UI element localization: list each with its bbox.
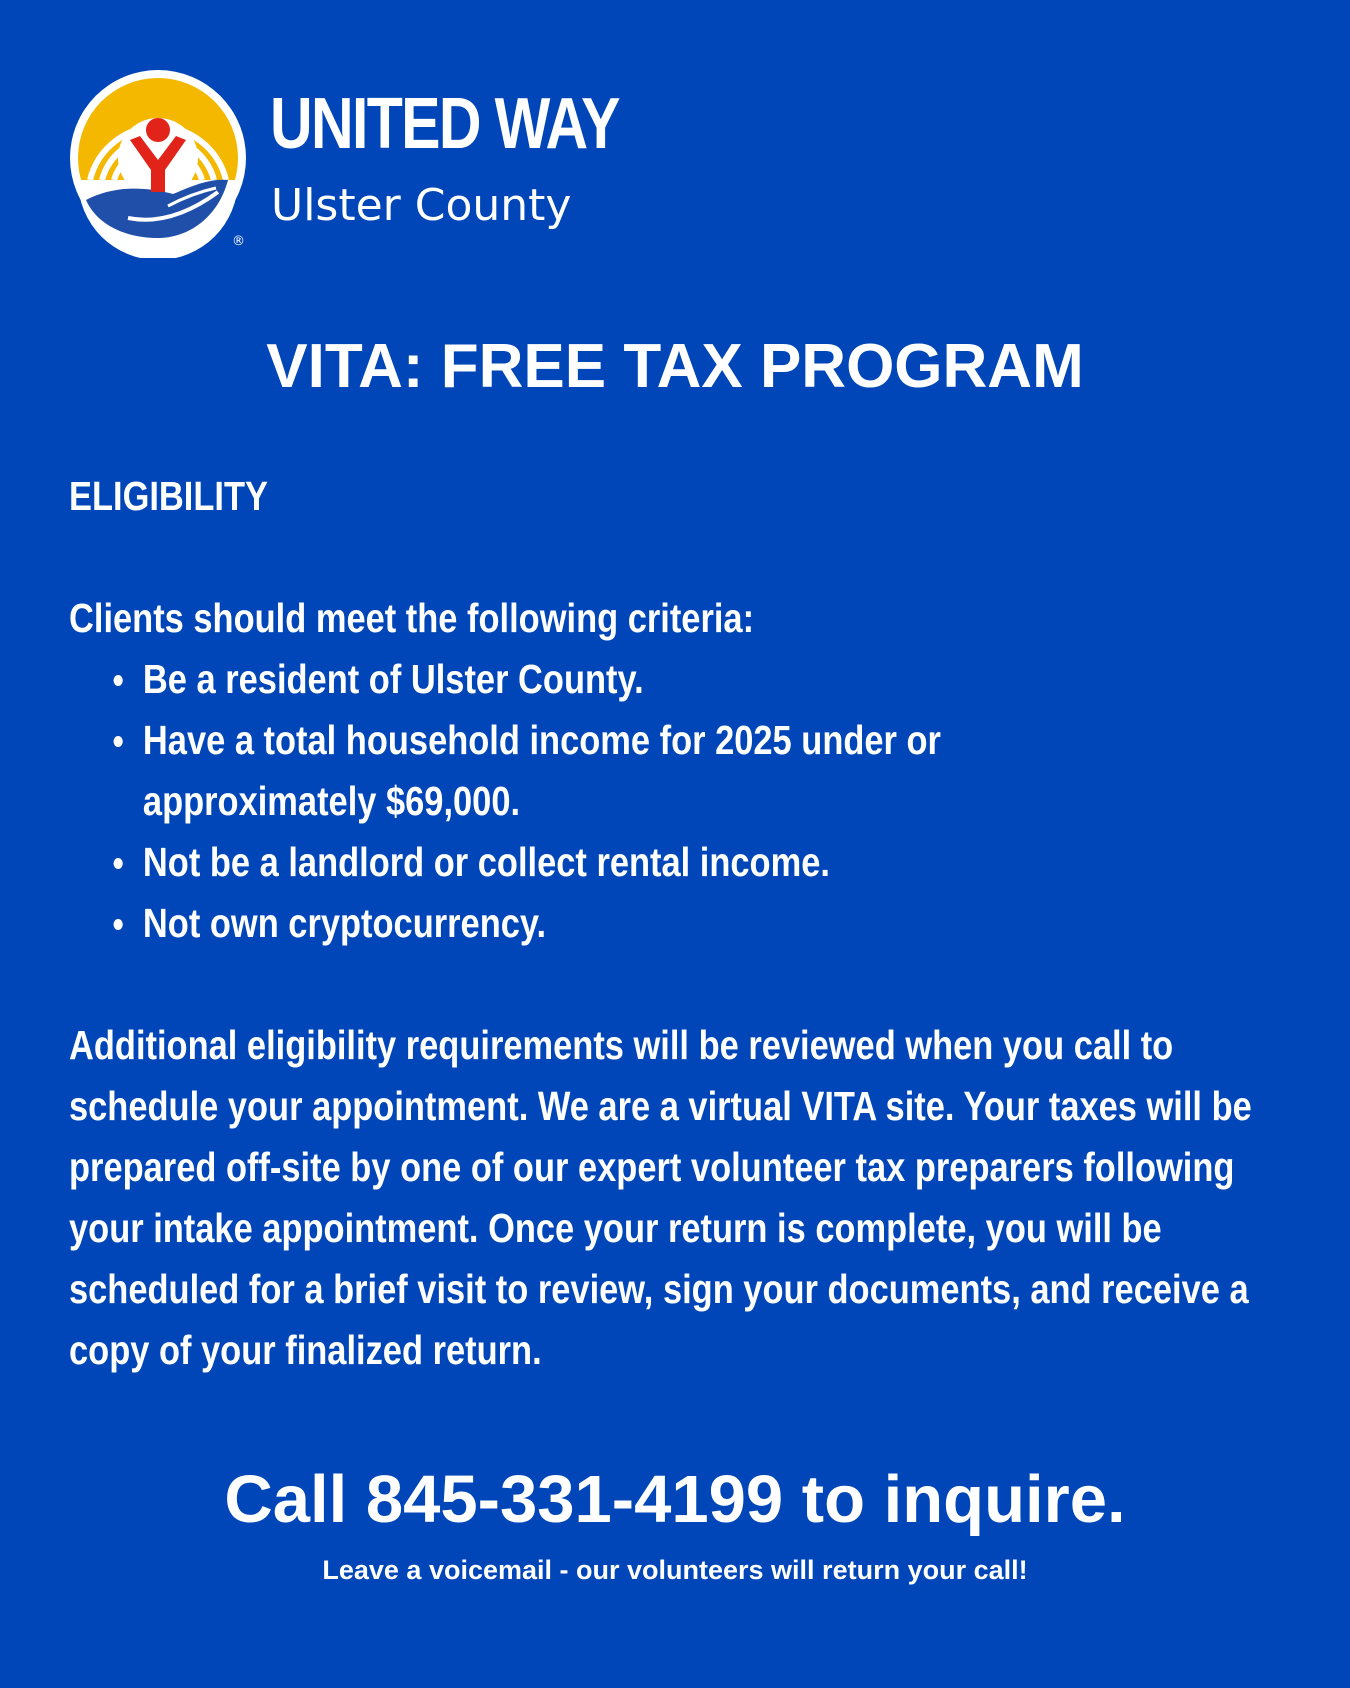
eligibility-details: Additional eligibility requirements will be reviewed when you call to schedule your appointment. We are a virtual VITA site. Your taxes will be prepared off-site by one of our expert volunteer tax preparers following your intake appointment. Once your return is complete, you will be scheduled for a brief visit to review, sign your documents, and receive a copy of your finalized return. (69, 1022, 1252, 1373)
eligibility-intro: Clients should meet the following criteria: (69, 595, 755, 641)
united-way-logo (68, 68, 628, 258)
criteria-item (143, 710, 1262, 832)
criteria-item: Be a resident of Ulster County. (143, 649, 1262, 710)
voicemail-note: Leave a voicemail - our volunteers will return your call! (322, 1555, 1028, 1585)
call-to-action: Call 845-331-4199 to inquire. (224, 1462, 1126, 1537)
criteria-item: Not own cryptocurrency. (143, 893, 1262, 954)
eligibility-heading: ELIGIBILITY (69, 473, 269, 519)
criteria-item-text: Have a total household income for 2025 under or approximately $69,000. (142, 717, 941, 824)
brand-region: Ulster County (271, 180, 572, 231)
criteria-item: Not be a landlord or collect rental income. (143, 832, 1262, 893)
registered-mark: ® (232, 234, 245, 249)
united-way-emblem-icon (68, 68, 258, 258)
criteria-list (69, 649, 1262, 954)
brand-name: UNITED WAY (270, 84, 619, 164)
eligibility-section (69, 466, 1299, 1381)
page-title: VITA: FREE TAX PROGRAM (266, 332, 1084, 401)
